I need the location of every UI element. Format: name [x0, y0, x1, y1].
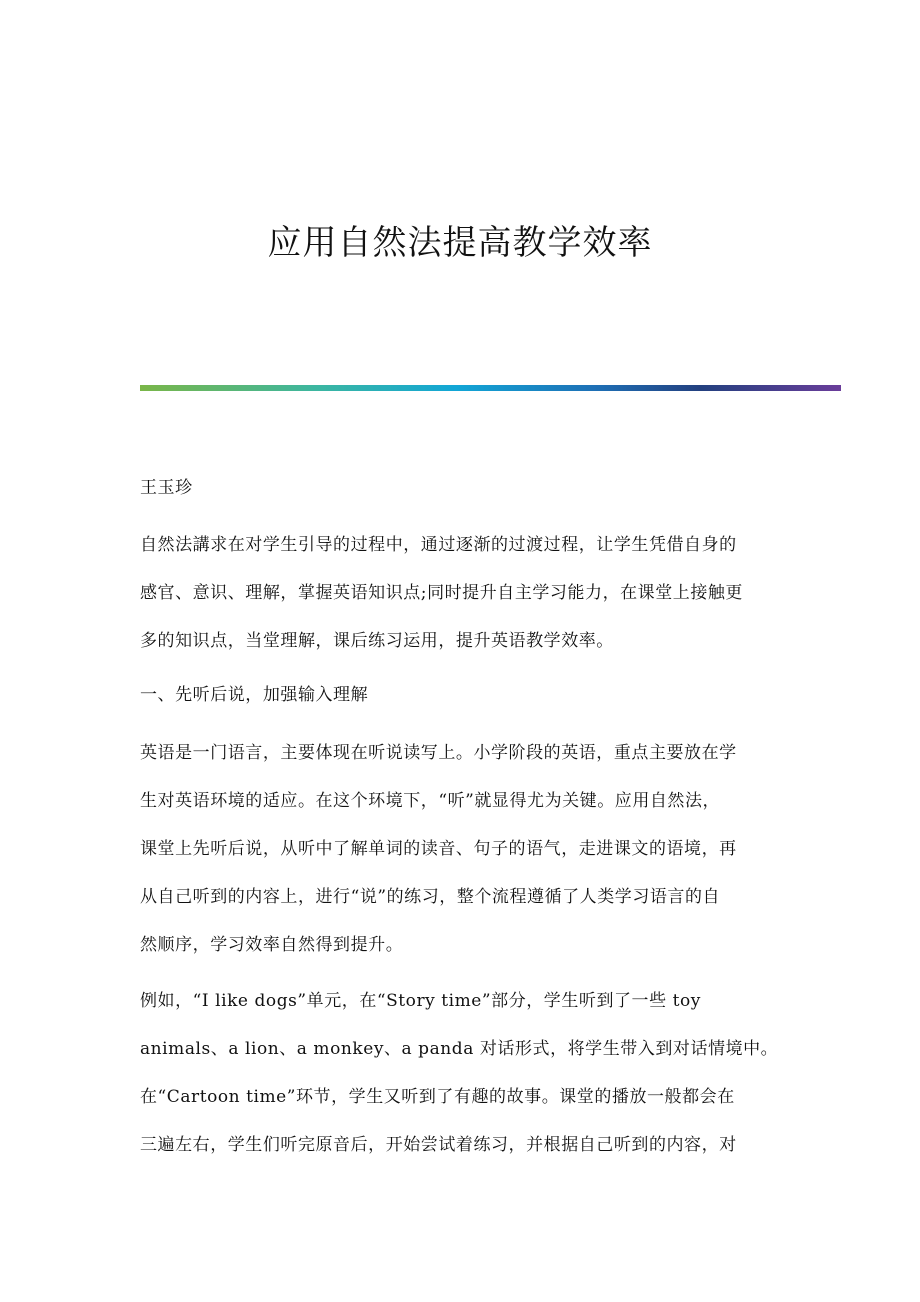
text-line: 生对英语环境的适应。在这个环境下，“听”就显得尤为关键。应用自然法，	[140, 791, 721, 811]
text-line: 例如，“I like dogs”单元，在“Story time”部分，学生听到了一些 toy	[140, 991, 701, 1011]
text-line: 自然法講求在对学生引导的过程中，通过逐渐的过渡过程，让学生凭借自身的	[140, 535, 737, 555]
text-line: 英语是一门语言，主要体现在听说读写上。小学阶段的英语，重点主要放在学	[140, 743, 737, 763]
author-name: 王玉珍	[140, 478, 193, 498]
text-line: 感官、意识、理解，掌握英语知识点;同时提升自主学习能力，在课堂上接触更	[140, 583, 743, 603]
title-divider-bar	[140, 385, 841, 391]
text-line: 多的知识点，当堂理解，课后练习运用，提升英语教学效率。	[140, 631, 614, 651]
text-line: 从自己听到的内容上，进行“说”的练习，整个流程遵循了人类学习语言的自	[140, 887, 721, 907]
text-line: animals、a lion、a monkey、a panda 对话形式，将学生带入到对话情境中。	[140, 1039, 779, 1059]
text-line: 在“Cartoon time”环节，学生又听到了有趣的故事。课堂的播放一般都会在	[140, 1087, 735, 1107]
text-line: 课堂上先听后说，从听中了解单词的读音、句子的语气，走进课文的语境，再	[140, 839, 737, 859]
heading-line: 一、先听后说，加强输入理解	[140, 685, 369, 705]
text-line: 然顺序，学习效率自然得到提升。	[140, 935, 404, 955]
document-title: 应用自然法提高教学效率	[267, 223, 653, 263]
text-line: 三遍左右，学生们听完原音后，开始尝试着练习，并根据自己听到的内容，对	[140, 1135, 737, 1155]
